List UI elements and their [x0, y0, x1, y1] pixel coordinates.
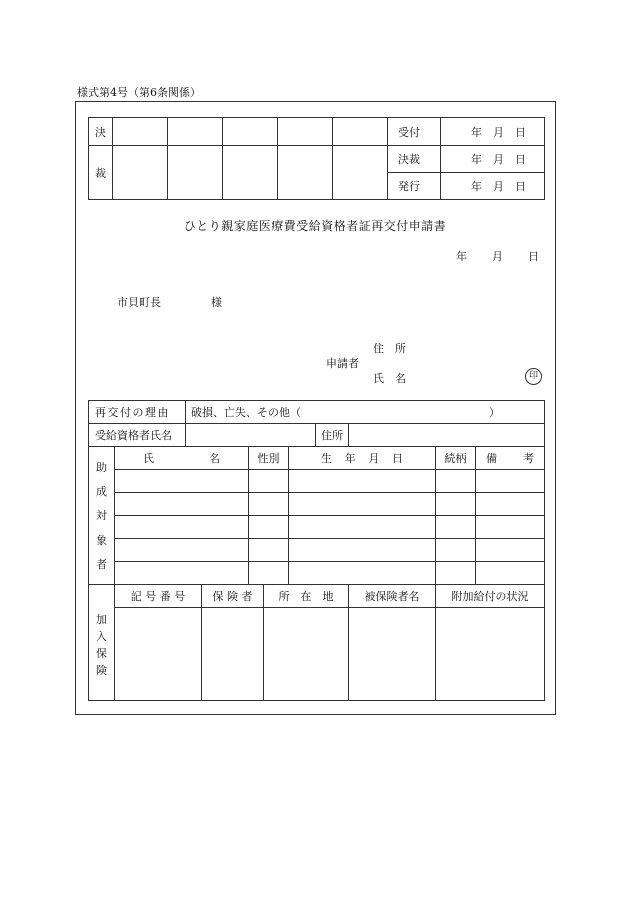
cell[interactable]: [249, 562, 289, 585]
header-birthdate: [289, 447, 436, 470]
side-char: 入: [96, 629, 107, 643]
day-label: 日: [528, 250, 539, 263]
cell[interactable]: [249, 516, 289, 539]
cell[interactable]: [436, 516, 476, 539]
side-char: 助: [96, 460, 107, 474]
qualifier-name-label: 受給資格者氏名: [89, 424, 186, 447]
cell[interactable]: [349, 608, 436, 701]
subsidy-table: [88, 446, 545, 585]
header-name: [115, 447, 249, 470]
cell[interactable]: [476, 516, 545, 539]
approval-stamp-box: [223, 146, 278, 200]
cell[interactable]: [115, 539, 249, 562]
approval-stamp-box: [168, 146, 223, 200]
header-location: 所 在 地: [264, 585, 349, 608]
cell[interactable]: [202, 608, 264, 701]
cell[interactable]: [436, 470, 476, 493]
qualifier-name-field[interactable]: [186, 424, 316, 447]
month-label: 月: [493, 125, 504, 139]
form-number-label: 様式第4号（第6条関係）: [77, 86, 201, 99]
cell[interactable]: [115, 562, 249, 585]
qualifier-address-field[interactable]: [349, 424, 545, 447]
side-char: 成: [96, 485, 107, 499]
cell[interactable]: [249, 470, 289, 493]
approval-label-bottom: 裁: [89, 146, 113, 200]
table-row: [89, 562, 545, 585]
header-symbol-number: 記 号 番 号: [115, 585, 202, 608]
header-char: 月: [368, 452, 380, 465]
header-additional-benefits: 附加給付の状況: [436, 585, 545, 608]
side-char: 険: [96, 664, 107, 678]
application-date: [456, 248, 539, 264]
approval-stamp-box: [223, 118, 278, 146]
cell[interactable]: [436, 493, 476, 516]
header-char: 生: [321, 452, 332, 465]
addressee-honorific: 様: [211, 296, 222, 309]
table-row: [89, 516, 545, 539]
cell[interactable]: [436, 539, 476, 562]
month-label: 月: [493, 153, 504, 166]
cell[interactable]: [115, 470, 249, 493]
cell[interactable]: [289, 539, 436, 562]
approval-stamp-box: [113, 146, 168, 200]
day-label: 日: [515, 153, 526, 166]
header-insured-name: 被保険者名: [349, 585, 436, 608]
applicant-address-label: 住 所: [373, 342, 406, 355]
cell[interactable]: [115, 493, 249, 516]
cell[interactable]: [289, 493, 436, 516]
reissue-table: [88, 400, 545, 447]
table-row: [89, 539, 545, 562]
year-label: 年: [471, 125, 482, 139]
qualifier-address-label: 住所: [316, 424, 349, 447]
table-row: [89, 493, 545, 516]
cell[interactable]: [249, 539, 289, 562]
month-label: 月: [493, 180, 504, 193]
side-char: 者: [96, 558, 107, 572]
header-char: 日: [391, 452, 403, 465]
header-char: 考: [523, 452, 534, 465]
decision-label: 決裁: [388, 146, 441, 173]
cell[interactable]: [115, 608, 202, 701]
year-label: 年: [471, 180, 482, 193]
cell[interactable]: [476, 470, 545, 493]
receipt-date: [441, 118, 545, 146]
subsidy-side-label: [89, 447, 115, 585]
cell[interactable]: [436, 608, 545, 701]
approval-stamp-box: [113, 118, 168, 146]
insurance-table: [88, 584, 545, 701]
side-char: 象: [96, 533, 107, 547]
side-char: 加: [96, 612, 107, 626]
cell[interactable]: [289, 562, 436, 585]
cell[interactable]: [264, 608, 349, 701]
approval-label-top: 決: [89, 118, 113, 146]
addressee-name: 市貝町長: [117, 296, 161, 309]
header-sex: 性別: [249, 447, 289, 470]
header-insurer: 保 険 者: [202, 585, 264, 608]
issue-date: [441, 173, 545, 200]
header-char: 名: [209, 452, 220, 465]
decision-date: [441, 146, 545, 173]
cell[interactable]: [476, 539, 545, 562]
issue-label: 発行: [388, 173, 441, 200]
table-row: [89, 470, 545, 493]
approval-table: [88, 117, 545, 200]
approval-stamp-box: [333, 118, 388, 146]
reissue-reason-close: ）: [489, 406, 500, 419]
insurance-side-label: [89, 585, 115, 701]
year-label: 年: [471, 153, 482, 166]
header-char: 氏: [143, 452, 154, 465]
reissue-reason-label: 再交付の理由: [89, 401, 186, 424]
side-char: 保: [96, 647, 107, 661]
cell[interactable]: [476, 493, 545, 516]
reissue-reason-text: 破損、亡失、その他（: [191, 406, 301, 419]
seal-mark: 印: [525, 368, 542, 385]
applicant-label: 申請者: [326, 357, 359, 370]
cell[interactable]: [115, 516, 249, 539]
cell[interactable]: [289, 516, 436, 539]
cell[interactable]: [289, 470, 436, 493]
header-remarks: [476, 447, 545, 470]
month-label: 月: [492, 250, 503, 263]
reissue-reason-field[interactable]: [186, 401, 545, 424]
table-row: [89, 608, 545, 701]
form-title: ひとり親家庭医療費受給資格者証再交付申請書: [183, 219, 447, 233]
approval-stamp-box: [278, 118, 333, 146]
header-char: 備: [486, 452, 497, 465]
header-char: 年: [344, 452, 356, 465]
approval-stamp-box: [333, 146, 388, 200]
header-relation: 続柄: [436, 447, 476, 470]
cell[interactable]: [436, 562, 476, 585]
approval-stamp-box: [168, 118, 223, 146]
cell[interactable]: [476, 562, 545, 585]
year-label: 年: [456, 250, 467, 263]
cell[interactable]: [249, 493, 289, 516]
applicant-name-label: 氏 名: [373, 372, 406, 385]
day-label: 日: [515, 125, 526, 139]
approval-stamp-box: [278, 146, 333, 200]
side-char: 対: [96, 509, 107, 523]
receipt-label: 受付: [388, 118, 441, 146]
day-label: 日: [515, 180, 526, 193]
